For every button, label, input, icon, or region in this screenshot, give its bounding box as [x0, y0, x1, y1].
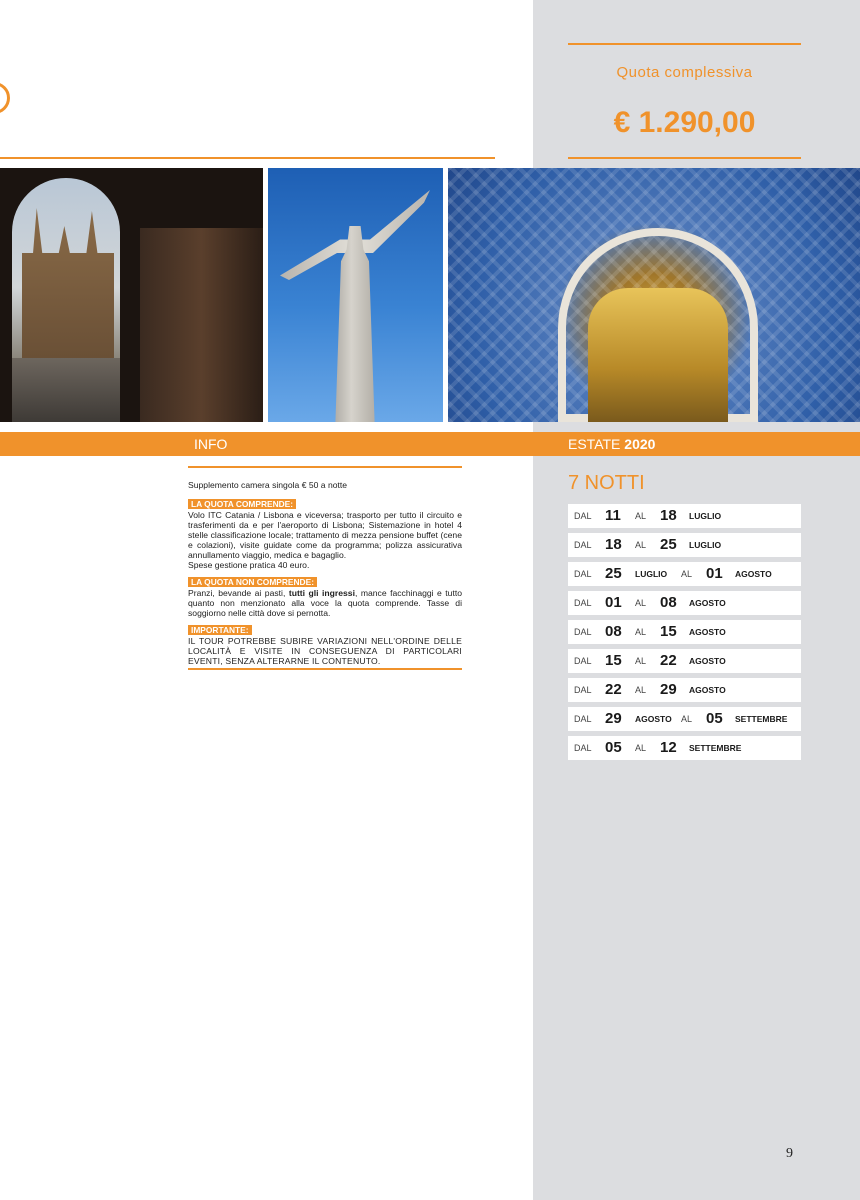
date-from: 25 — [605, 565, 622, 582]
date-dal-label: DAL — [574, 598, 592, 608]
date-al-label: AL — [635, 743, 647, 753]
date-to: 22 — [660, 652, 677, 669]
date-from: 05 — [605, 739, 622, 756]
date-from: 22 — [605, 681, 622, 698]
date-to: 12 — [660, 739, 677, 756]
includes-text: Volo ITC Catania / Lisbona e viceversa; trasporto per tutto il circuito e trasferimenti da e per l'aeroporto di Lisbona; Sistemazione in hotel 4 stelle classificazione locale; trattamento di mezza pensione buffet (cene e colazioni), visite guidate come da programma; polizza assicurativa annullamento viaggio, medica e bagaglio. — [188, 510, 462, 560]
date-from-month: LUGLIO — [635, 569, 668, 579]
decorative-circle — [0, 82, 10, 114]
date-al-label: AL — [635, 627, 647, 637]
date-to-month: SETTEMBRE — [735, 714, 788, 724]
date-to: 29 — [660, 681, 677, 698]
date-row — [568, 649, 801, 673]
date-row — [568, 562, 801, 586]
info-column — [188, 466, 462, 670]
date-row — [568, 533, 801, 557]
date-from-month: AGOSTO — [635, 714, 672, 724]
season-heading: ESTATE 2020 — [568, 436, 656, 452]
date-al-label: AL — [635, 540, 647, 550]
date-from: 08 — [605, 623, 622, 640]
price-bottom-rule — [568, 157, 801, 159]
page-number: 9 — [786, 1146, 793, 1161]
date-to-month: AGOSTO — [689, 685, 726, 695]
date-from: 29 — [605, 710, 622, 727]
includes-title: LA QUOTA COMPRENDE: — [188, 499, 296, 509]
important-text: IL TOUR POTREBBE SUBIRE VARIAZIONI NELL'ORDINE DELLE LOCALITÀ E VISITE IN CONSEGUENZA DI PARTICOLARI EVENTI, SENZA ALTERARNE IL CONTENUTO. — [188, 636, 462, 666]
date-al-label: AL — [681, 714, 693, 724]
important-title: IMPORTANTE: — [188, 625, 252, 635]
date-to: 25 — [660, 536, 677, 553]
excludes-text: Pranzi, bevande ai pasti, tutti gli ingressi, mance facchinaggi e tutto quanto non menzionato alla voce la quota comprende. Tasse di soggiorno nelle città dove si pernotta. — [188, 588, 462, 618]
date-al-label: AL — [635, 511, 647, 521]
supplement-text: Supplemento camera singola € 50 a notte — [188, 480, 348, 490]
date-al-label: AL — [635, 685, 647, 695]
photo-cathedral-arch — [0, 168, 263, 422]
date-to-month: AGOSTO — [689, 656, 726, 666]
date-to-month: SETTEMBRE — [689, 743, 742, 753]
date-dal-label: DAL — [574, 540, 592, 550]
date-to-month: AGOSTO — [689, 598, 726, 608]
date-dal-label: DAL — [574, 627, 592, 637]
info-top-rule — [188, 466, 462, 468]
date-to-month: AGOSTO — [689, 627, 726, 637]
date-to-month: AGOSTO — [735, 569, 772, 579]
date-al-label: AL — [635, 656, 647, 666]
info-heading: INFO — [194, 436, 228, 452]
date-from: 11 — [605, 507, 621, 524]
header-rule — [0, 157, 495, 159]
price-label: Quota complessiva — [616, 64, 753, 81]
date-to: 18 — [660, 507, 677, 524]
date-from: 01 — [605, 594, 622, 611]
date-dal-label: DAL — [574, 743, 592, 753]
includes-fees: Spese gestione pratica 40 euro. — [188, 560, 310, 570]
date-row — [568, 504, 801, 528]
date-dal-label: DAL — [574, 685, 592, 695]
date-dal-label: DAL — [574, 714, 592, 724]
date-dal-label: DAL — [574, 569, 592, 579]
date-row — [568, 620, 801, 644]
section-bar — [0, 432, 860, 456]
date-dal-label: DAL — [574, 511, 592, 521]
date-to-month: LUGLIO — [689, 540, 722, 550]
photo-church-interior — [448, 168, 860, 422]
date-al-label: AL — [635, 598, 647, 608]
info-bottom-rule — [188, 668, 462, 670]
date-row — [568, 678, 801, 702]
nights-title: 7 NOTTI — [568, 472, 645, 494]
date-al-label: AL — [681, 569, 693, 579]
date-to: 05 — [706, 710, 723, 727]
date-row — [568, 736, 801, 760]
price-value: € 1.290,00 — [613, 106, 756, 139]
date-from: 18 — [605, 536, 622, 553]
date-row — [568, 591, 801, 615]
price-top-rule — [568, 43, 801, 45]
date-to: 08 — [660, 594, 677, 611]
photo-christ-statue — [268, 168, 443, 422]
date-dal-label: DAL — [574, 656, 592, 666]
date-from: 15 — [605, 652, 622, 669]
date-row — [568, 707, 801, 731]
date-to: 01 — [706, 565, 723, 582]
excludes-title: LA QUOTA NON COMPRENDE: — [188, 577, 317, 587]
date-to: 15 — [660, 623, 677, 640]
date-to-month: LUGLIO — [689, 511, 722, 521]
